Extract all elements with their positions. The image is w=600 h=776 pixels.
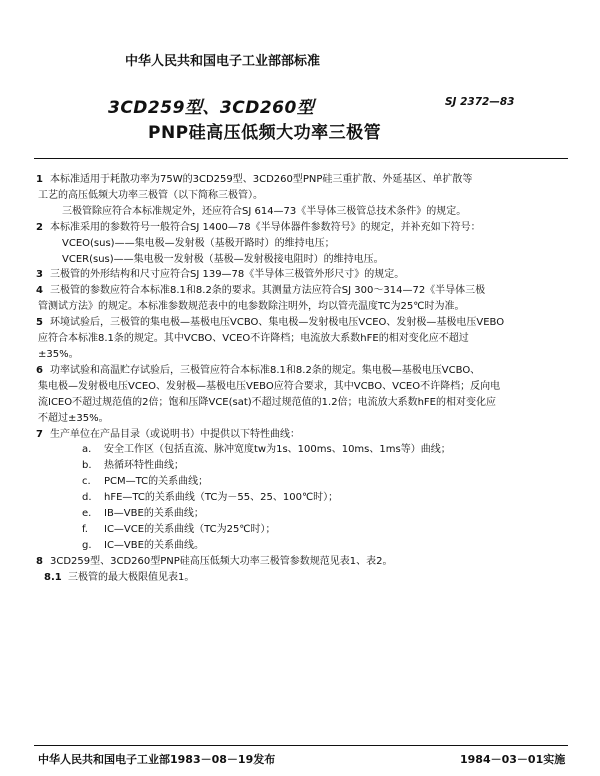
item-label: e.: [82, 508, 92, 520]
item-text: PCM—TC的关系曲线；: [104, 476, 209, 488]
clause-text: 流ICEO不超过规范值的2倍；饱和压降VCE(sat)不超过规范值的1.2倍；电流放大系数hFE的相对变化应: [38, 396, 496, 408]
clause-2-symbol-1: [38, 236, 566, 252]
curve-item-g: [38, 538, 566, 554]
document-body: [38, 172, 566, 586]
clause-number: 7: [36, 428, 43, 440]
clause-number: 2: [36, 221, 43, 233]
clause-number: 8: [36, 555, 43, 567]
clause-number: 5: [36, 317, 43, 329]
clause-number: 8.1: [44, 571, 62, 583]
clause-text: 集电极—发射极电压VCEO、发射极—基极电压VEBO应符合要求，其中VCBO、VCEO不许降档；反向电: [38, 380, 501, 392]
clause-6-line4: [38, 411, 566, 427]
document-title-line1: 3CD259型、3CD260型: [108, 98, 315, 118]
clause-number: 1: [36, 174, 43, 185]
curve-item-d: [38, 490, 566, 506]
clause-text: 本标准适用于耗散功率为75W的3CD259型、3CD260型PNP硅三重扩散、外延基区、单扩散等: [50, 174, 473, 185]
clause-1-line2: [38, 188, 566, 204]
clause-text: 应符合本标准8.1条的规定。其中VCBO、VCEO不许降档；电流放大系数hFE的相对变化应不超过: [38, 333, 469, 345]
item-text: IC—VBE的关系曲线。: [104, 539, 204, 551]
publication-date: 中华人民共和国电子工业部1983－08－19发布: [38, 753, 276, 766]
top-divider: [34, 158, 568, 159]
clause-text: 管测试方法》的规定。本标准参数规范表中的电参数除注明外，均以管壳温度TC为25℃时为准。: [38, 301, 465, 313]
curve-item-b: [38, 458, 566, 474]
clause-text: 三极管除应符合本标准规定外，还应符合SJ 614—73《半导体三极管总技术条件》的规定。: [62, 205, 467, 217]
item-text: IC—VCE的关系曲线（TC为25℃时）；: [104, 523, 276, 535]
item-text: hFE—TC的关系曲线（TC为－55、25、100℃时）；: [104, 492, 339, 504]
curve-item-e: [38, 506, 566, 522]
clause-4-line1: [38, 283, 566, 299]
item-label: f.: [82, 523, 88, 535]
clause-5-line1: [38, 315, 566, 331]
clause-1-line3: [38, 204, 566, 220]
clause-number: 6: [36, 364, 43, 376]
clause-text: 本标准采用的参数符号一般符合SJ 1400—78《半导体器件参数符号》的规定，并补充如下符号：: [50, 221, 481, 233]
clause-6-line3: [38, 395, 566, 411]
item-label: a.: [82, 444, 92, 456]
item-label: d.: [82, 492, 92, 504]
bottom-divider: [34, 745, 568, 746]
clause-1-line1: [38, 172, 566, 188]
clause-7: [38, 427, 566, 443]
issuing-authority-header: 中华人民共和国电子工业部部标准: [125, 54, 321, 69]
clause-text: 环境试验后，三极管的集电极—基极电压VCBO、集电极—发射极电压VCEO、发射极—基极电压VEBO: [50, 317, 505, 329]
clause-text: 3CD259型、3CD260型PNP硅高压低频大功率三极管参数规范见表1、表2。: [50, 555, 393, 567]
curve-item-c: [38, 474, 566, 490]
clause-text: 三极管的最大极限值见表1。: [68, 571, 195, 583]
clause-5-line3: [38, 347, 566, 363]
clause-text: 工艺的高压低频大功率三极管（以下简称三极管）。: [38, 189, 263, 201]
clause-text: 三极管的外形结构和尺寸应符合SJ 139—78《半导体三极管外形尺寸》的规定。: [50, 269, 405, 281]
clause-text: 三极管的参数应符合本标准8.1和8.2条的要求。其测量方法应符合SJ 300～314—72《半导体三极: [50, 285, 486, 297]
clause-number: 3: [36, 269, 43, 281]
clause-text: 生产单位在产品目录（或说明书）中提供以下特性曲线：: [50, 428, 300, 440]
clause-number: 4: [36, 285, 43, 297]
symbol-definition: VCER(sus)——集电极一发射极（基极—发射极接电阻时）的维持电压。: [62, 253, 384, 265]
clause-8: [38, 554, 566, 570]
clause-2-line1: [38, 220, 566, 236]
effective-date: 1984－03－01实施: [460, 753, 566, 766]
clause-4-line2: [38, 299, 566, 315]
clause-text: ±35%。: [38, 348, 79, 360]
item-text: 热循环特性曲线；: [104, 460, 184, 472]
item-label: c.: [82, 476, 91, 488]
clause-6-line1: [38, 363, 566, 379]
clause-5-line2: [38, 331, 566, 347]
item-text: IB—VBE的关系曲线；: [104, 508, 204, 520]
curve-item-f: [38, 522, 566, 538]
item-label: g.: [82, 539, 92, 551]
item-label: b.: [82, 460, 92, 472]
clause-text: 功率试验和高温贮存试验后，三极管应符合本标准8.1和8.2条的规定。集电极—基极电压VCBO、: [50, 364, 481, 376]
clause-3: [38, 267, 566, 283]
standard-code: SJ 2372—83: [445, 96, 515, 108]
symbol-definition: VCEO(sus)——集电极—发射极（基极开路时）的维持电压；: [62, 237, 335, 249]
document-title-line2: PNP硅高压低频大功率三极管: [148, 123, 382, 143]
clause-2-symbol-2: [38, 252, 566, 268]
clause-text: 不超过±35%。: [38, 412, 109, 424]
clause-8-1: [38, 570, 566, 586]
curve-item-a: [38, 442, 566, 458]
item-text: 安全工作区（包括直流、脉冲宽度tw为1s、100ms、10ms、1ms等）曲线；: [104, 444, 451, 456]
clause-6-line2: [38, 379, 566, 395]
